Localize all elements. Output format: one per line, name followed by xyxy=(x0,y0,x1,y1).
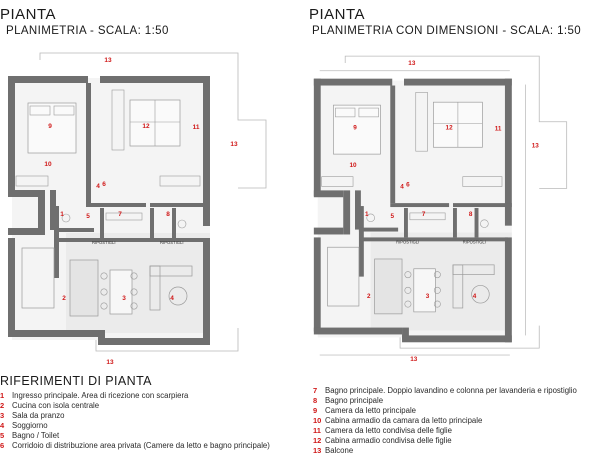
legend-item-number: 4 xyxy=(0,421,5,430)
legend-item-text: Corridoio di distribuzione area privata (Camere da letto e bagno principale) xyxy=(12,441,270,450)
legend-item-text: Cabina armadio condivisa delle figlie xyxy=(325,436,452,445)
wall xyxy=(54,228,94,232)
legend-item-text: Bagno principale xyxy=(325,396,384,405)
legend-item-text: Bagno / Toilet xyxy=(12,431,60,440)
room-number: 12 xyxy=(142,123,150,130)
room-number: 3 xyxy=(122,295,126,302)
kitchen-island xyxy=(375,259,402,314)
wall xyxy=(86,203,146,207)
room-number: 3 xyxy=(425,293,430,301)
wall xyxy=(390,86,395,204)
room-number: 12 xyxy=(445,124,453,132)
room-number: 7 xyxy=(118,211,122,218)
legend-item-text: Bagno principale. Doppio lavandino e colonna per lavanderia e ripostiglio xyxy=(325,386,577,395)
legend-item-number: 12 xyxy=(313,436,322,445)
room-number: 9 xyxy=(48,123,52,130)
legend-item xyxy=(313,406,577,416)
room-number: 7 xyxy=(421,210,426,218)
room-number: 6 xyxy=(406,181,410,189)
right-plan-subtitle: PLANIMETRIA CON DIMENSIONI - SCALA: 1:50 xyxy=(312,25,582,37)
legend-item-number: 6 xyxy=(0,441,5,450)
wall xyxy=(402,335,512,342)
legend-item-text: Balcone xyxy=(325,446,354,455)
room-number: 1 xyxy=(364,210,369,218)
wall xyxy=(475,208,479,237)
room-number: 2 xyxy=(62,295,66,302)
room-number: 1 xyxy=(60,211,64,218)
room-number: 4 xyxy=(400,183,404,191)
wall xyxy=(8,228,38,235)
room-number: 10 xyxy=(44,161,52,168)
wall xyxy=(390,203,449,207)
wall xyxy=(150,208,154,238)
wall xyxy=(314,237,321,331)
legend-item-number: 9 xyxy=(313,406,318,415)
wall xyxy=(150,203,210,207)
room-number: 9 xyxy=(353,124,357,132)
wall xyxy=(100,76,210,83)
room-number: 5 xyxy=(390,212,395,220)
room-number: 4 xyxy=(170,295,174,302)
wall xyxy=(8,76,88,83)
bed xyxy=(333,105,380,154)
room-number: 5 xyxy=(86,213,90,220)
wall xyxy=(98,338,210,345)
wall xyxy=(100,208,104,238)
room-number: 13 xyxy=(408,59,416,67)
room-number: 13 xyxy=(104,57,112,64)
wall xyxy=(453,203,512,207)
room-number: 4 xyxy=(96,183,100,190)
room-number: 6 xyxy=(102,181,106,188)
legend-item-text: Cucina con isola centrale xyxy=(12,401,100,410)
wall xyxy=(8,330,98,337)
legend-title: RIFERIMENTI DI PIANTA xyxy=(0,374,152,388)
wall xyxy=(404,208,408,237)
room-number: 13 xyxy=(531,142,539,150)
wall xyxy=(343,190,350,234)
legend-item xyxy=(313,386,577,396)
legend-item-number: 2 xyxy=(0,401,5,410)
legend-item xyxy=(313,396,577,406)
legend-item-text: Ingresso principale. Area di ricezione con scarpiera xyxy=(12,391,189,400)
legend-item xyxy=(0,421,270,431)
room-number: 13 xyxy=(230,141,238,148)
legend-item-number: 8 xyxy=(313,396,318,405)
right-plan-title: PIANTA xyxy=(309,6,366,23)
wall xyxy=(8,76,15,196)
wall xyxy=(314,328,402,335)
wall xyxy=(314,190,343,197)
wall xyxy=(359,228,398,232)
room-number: 13 xyxy=(106,359,114,366)
floor-plan xyxy=(0,48,300,370)
legend-item-text: Soggiorno xyxy=(12,421,48,430)
wall xyxy=(86,83,91,203)
legend-item-text: Camera da letto condivisa delle figlie xyxy=(325,426,452,435)
room-number: 2 xyxy=(366,293,371,301)
legend-item-number: 1 xyxy=(0,391,5,400)
legend-item-number: 13 xyxy=(313,446,322,455)
wall xyxy=(314,79,392,86)
wardrobe-label: RIPOSTIGLI xyxy=(160,240,184,245)
legend-item xyxy=(0,391,270,401)
legend-list-right xyxy=(313,386,577,456)
wall xyxy=(8,190,38,197)
wall xyxy=(453,208,457,237)
room-number: 10 xyxy=(349,161,357,169)
legend-item-number: 3 xyxy=(0,411,5,420)
left-plan-subtitle: PLANIMETRIA - SCALA: 1:50 xyxy=(6,25,169,37)
room-number: 4 xyxy=(472,293,477,301)
legend-item xyxy=(0,411,270,421)
floor-plan-dimensioned xyxy=(306,48,600,370)
legend-item-number: 11 xyxy=(313,426,321,435)
wall xyxy=(203,238,210,345)
bed xyxy=(28,103,76,153)
left-plan-title: PIANTA xyxy=(0,6,57,23)
wall xyxy=(404,79,512,86)
wardrobe-label: RIPOSTIGLI xyxy=(396,239,420,245)
room-number: 8 xyxy=(468,210,473,218)
legend-item-text: Cabina armadio da camara da letto principale xyxy=(325,416,483,425)
legend-item xyxy=(313,446,577,456)
legend-item xyxy=(0,431,270,441)
wall xyxy=(172,208,176,238)
legend-item xyxy=(0,441,270,451)
room-number: 11 xyxy=(192,124,200,131)
wall xyxy=(38,190,45,235)
room-number: 13 xyxy=(410,355,418,363)
room-number: 11 xyxy=(494,125,502,133)
legend-item-number: 10 xyxy=(313,416,322,425)
legend-item xyxy=(313,416,577,426)
wall xyxy=(8,238,15,334)
wall xyxy=(314,228,343,235)
legend-item-number: 5 xyxy=(0,431,5,440)
dining-table xyxy=(414,269,436,312)
legend-item xyxy=(313,436,577,446)
dining-table xyxy=(110,270,132,314)
kitchen-island xyxy=(70,260,98,316)
legend-item-number: 7 xyxy=(313,386,318,395)
legend-item-text: Camera da letto principale xyxy=(325,406,417,415)
wall xyxy=(505,237,512,342)
legend-list-left xyxy=(0,391,270,451)
legend-item xyxy=(0,401,270,411)
wall xyxy=(314,79,321,197)
room-number: 8 xyxy=(166,211,170,218)
legend-item xyxy=(313,426,577,436)
legend-item-text: Sala da pranzo xyxy=(12,411,65,420)
wardrobe-label: RIPOSTIGLI xyxy=(92,240,116,245)
wardrobe-label: RIPOSTIGLI xyxy=(462,239,486,245)
